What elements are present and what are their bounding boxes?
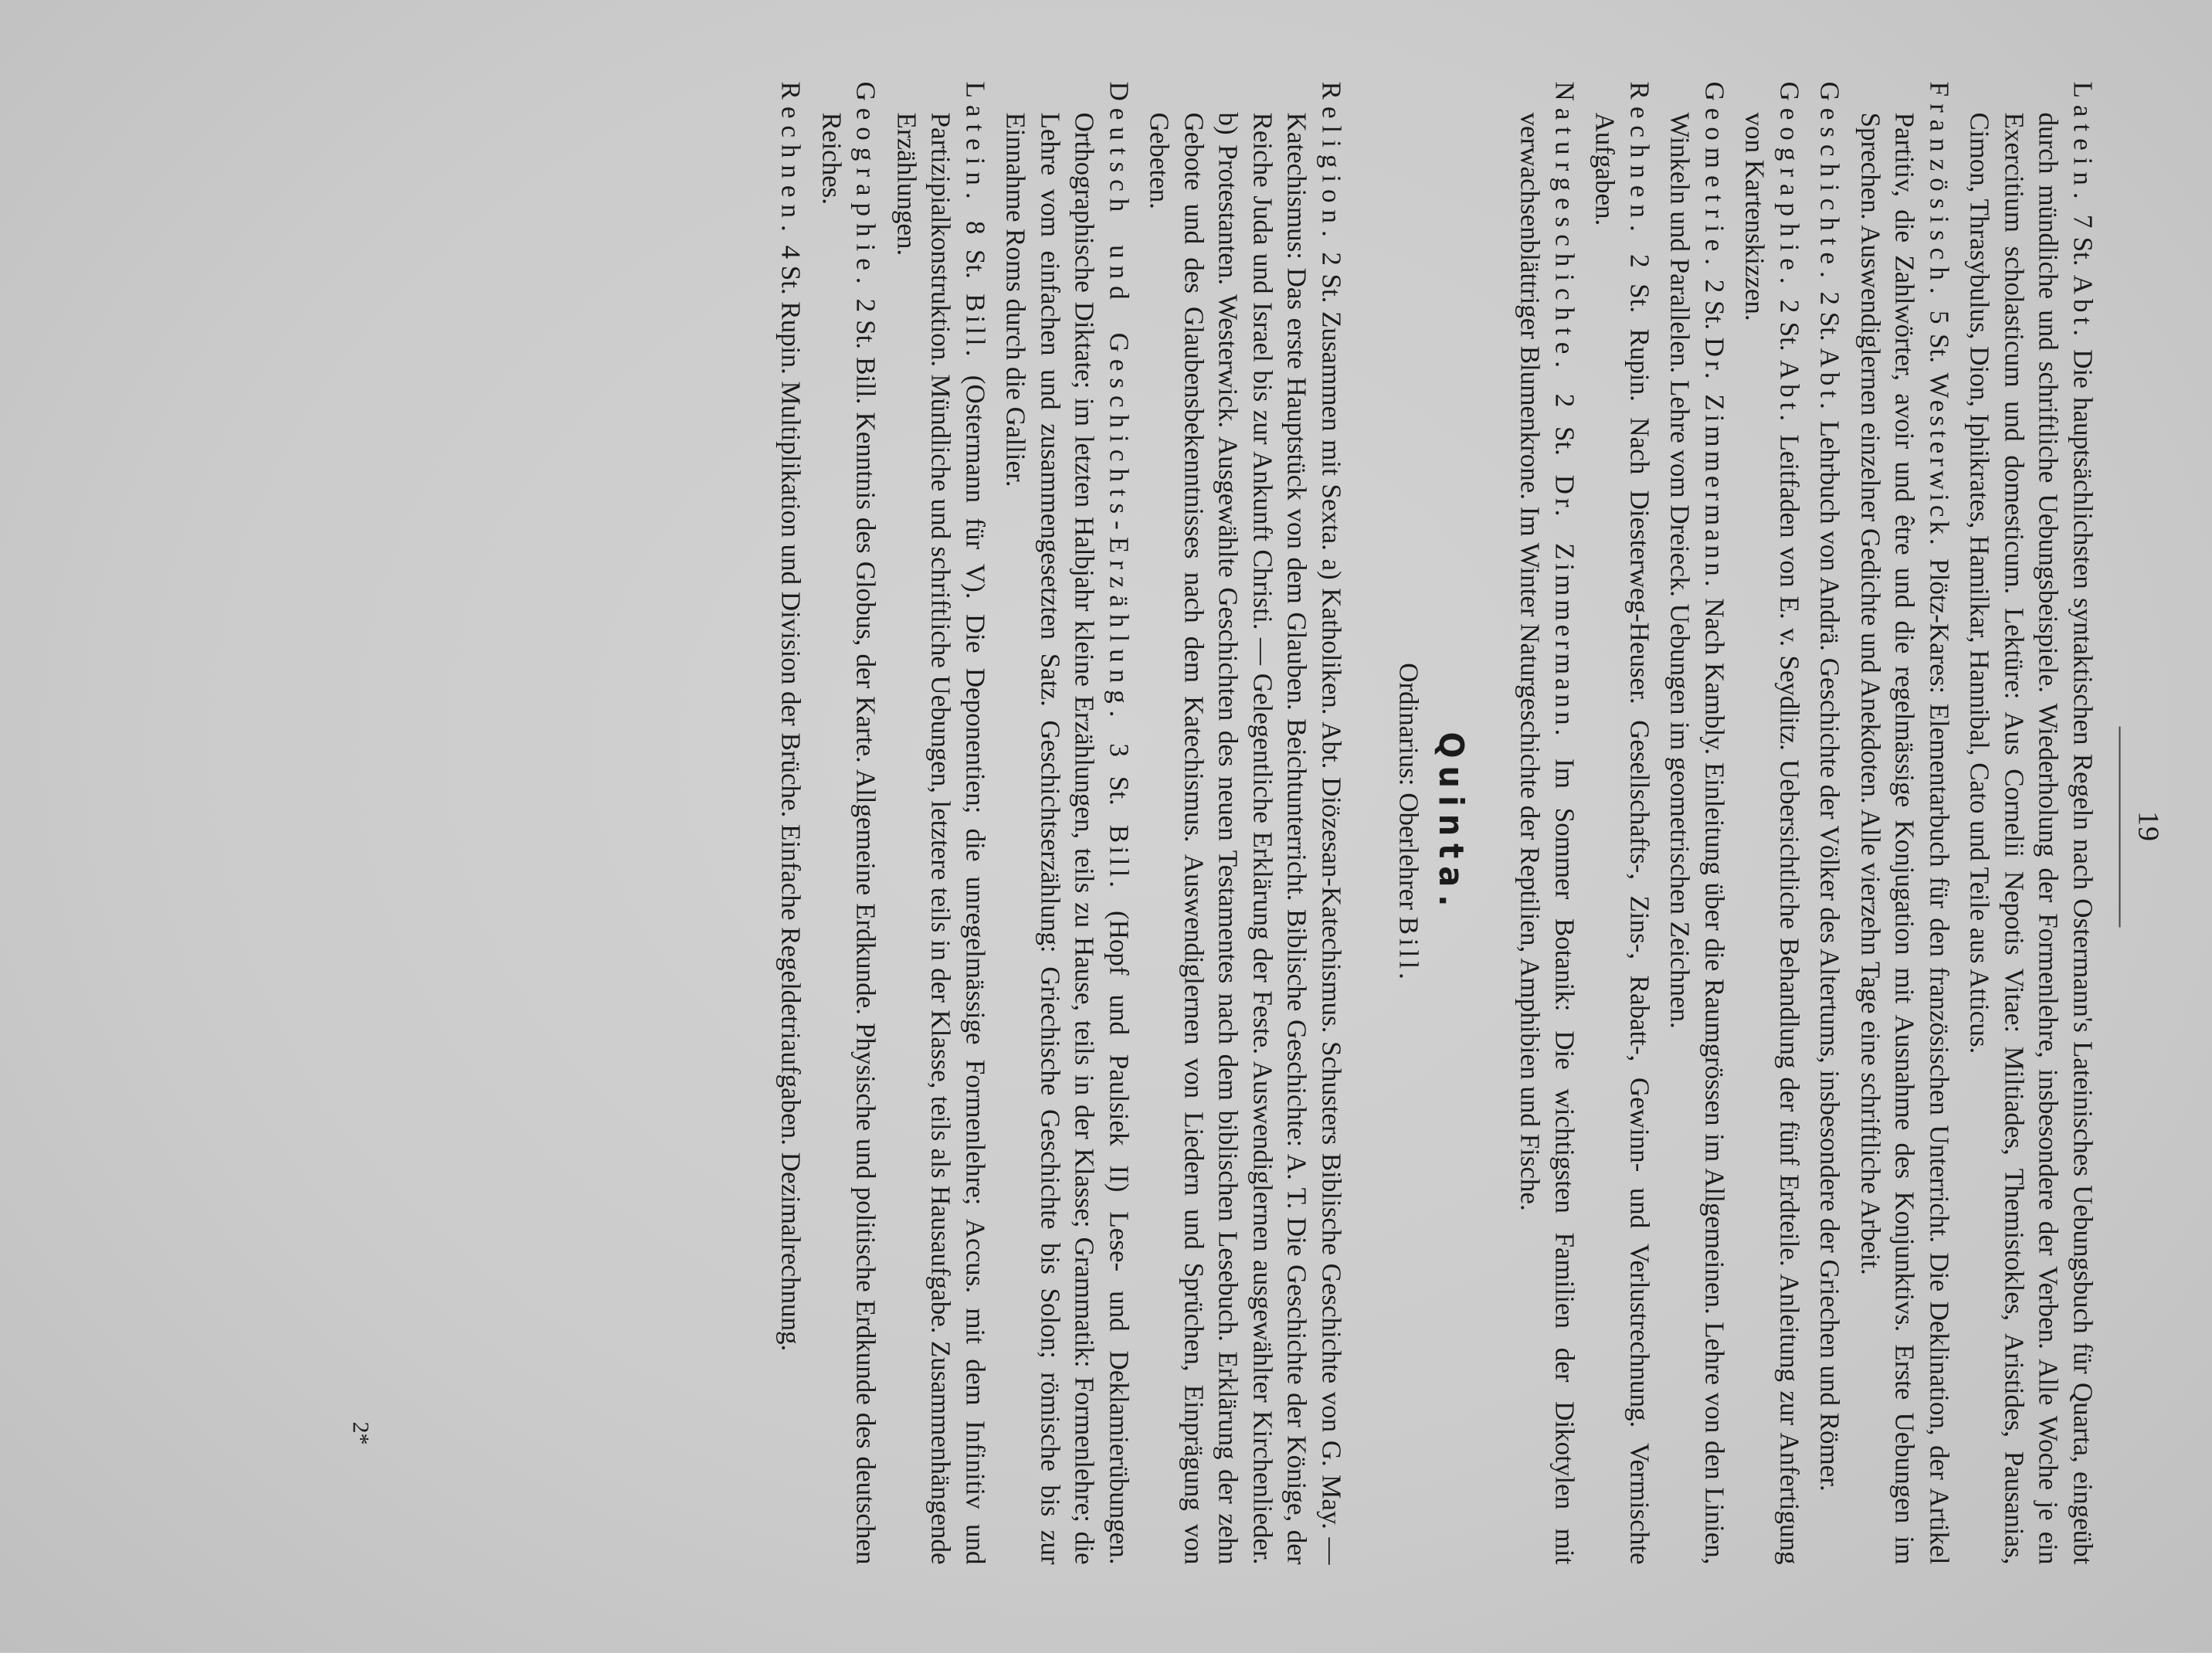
entry-subject: Geschichte. — [1815, 81, 1845, 285]
entry-hours: 8 St. — [960, 221, 991, 279]
entry-text: Nach Kambly. Einleitung über die Raumgrössen im Allgemeinen. Lehre von den Linien, Winkeln und Parallelen. Lehre vom Dreieck. Uebungen im geometrischen Zeichnen. — [1665, 112, 1730, 1565]
entry-rechnen-quarta — [1588, 82, 1657, 1565]
entry-teacher: Abt. — [1774, 359, 1805, 426]
entry-text: Plötz-Kares: Elementarbuch für den französischen Unterricht. Die Deklination, der Artikel Partitiv, die Zahlwörter, avoir und être und die regelmässige Konjugation mit Ausnahme des Konjunktivs. Erste Uebungen im Sprechen. Auswendiglernen einzelner Gedichte und Anekdoten. Alle vierzehn Tage eine schriftliche Arbeit. — [1855, 112, 1955, 1565]
section-title: Quinta. — [1431, 731, 1471, 915]
entry-teacher: Dr. Zimmermann. — [1699, 337, 1730, 591]
section-heading — [1431, 82, 1471, 1565]
entry-hours: 2 St. — [1699, 279, 1730, 330]
document-page — [0, 1, 2212, 1653]
entry-teacher: Bill. — [960, 294, 991, 361]
entry-geschichte — [1813, 82, 1847, 1565]
entry-subject: Geographie. — [1774, 81, 1805, 291]
entry-subject: Rechnen. — [1624, 81, 1655, 239]
entry-subject: Französisch. — [1924, 81, 1955, 301]
entry-hours: 2 St. — [1624, 254, 1655, 314]
entry-teacher: Bill. — [1104, 824, 1135, 891]
entry-rechnen-quinta — [774, 82, 809, 1565]
section-ordinarius — [1392, 82, 1427, 1565]
entry-subject: Latein. — [960, 81, 991, 206]
entry-teacher: Westerwick. — [1924, 372, 1955, 549]
entry-naturgeschichte — [1513, 82, 1582, 1565]
entry-latein-quarta — [1963, 82, 2100, 1565]
entry-teacher: Rupin. — [776, 301, 806, 375]
entry-geographie-quarta — [1738, 82, 1807, 1565]
entry-hours: 5 St. — [1924, 311, 1955, 363]
entry-hours: 7 St. — [2068, 214, 2098, 266]
ordinarius-name: Bill. — [1394, 916, 1424, 983]
entry-text: (Hopf und Paulsiek II) Lese- und Deklamierübungen. Orthographische Diktate; im letzten Halbjahr kleine Erzählungen, teils zu Hause, teils in der Klasse; Grammatik: Formenlehre; die Lehre vom einfachen und zusammengesetzten Satz. Geschichtserzählung: Griechische Geschichte bis Solon; römische bis zur Einnahme Roms durch die Gallier. — [1001, 112, 1135, 1565]
entry-subject: Religion. — [1316, 81, 1347, 244]
entry-subject: Deutsch und Geschichts-Erzählung. — [1104, 81, 1135, 725]
continued-section — [1513, 82, 2100, 1565]
entry-teacher: Abt. — [1815, 348, 1845, 414]
entry-text: Die hauptsächlichsten syntaktischen Regeln nach Ostermann's Lateinisches Uebungsbuch für Quarta, eingeübt durch mündliche und schriftliche Uebungsbeispiele. Wiederholung der Formenlehre, insbesondere der Verben. Alle Woche je ein Exercitium scholasticum und domesticum. Lektüre: Aus Cornelii Nepotis Vitae: Miltiades, Themistokles, Aristides, Pausanias, Cimon, Thrasybulus, Dion, Iphikrates, Hamilkar, Hannibal, Cato und Teile aus Atticus. — [1965, 112, 2098, 1565]
entry-teacher: Bill. — [851, 357, 881, 405]
entry-hours: 4 St. — [776, 245, 806, 295]
entry-text: Leitfaden von E. v. Seydlitz. Uebersichtliche Behandlung der fünf Erdteile. Anleitung zur Anfertigung von Kartenskizzen. — [1740, 112, 1805, 1565]
entry-hours: 2 St. — [1774, 299, 1805, 351]
ordinarius-label: Ordinarius: Oberlehrer — [1394, 663, 1424, 910]
entry-hours: 2 St. — [1316, 252, 1347, 304]
entry-subject: Latein. — [2068, 81, 2098, 206]
entry-text: (Ostermann für V). Die Deponentien; die unregelmässige Formenlehre; Accus. mit dem Infinitiv und Partizipialkonstruktion. Mündliche und schriftliche Uebungen, letztere teils in der Klasse, teils als Hausaufgabe. Zusammenhängende Erzählungen. — [891, 112, 991, 1565]
entry-text: Nach Diesterweg-Heuser. Gesellschafts-, Zins-, Rabatt-, Gewinn- und Verlustrechnung. Vermischte Aufgaben. — [1590, 112, 1655, 1565]
page-content — [768, 82, 2100, 1565]
entry-teacher: Rupin. — [1624, 328, 1655, 402]
entry-deutsch — [999, 82, 1136, 1565]
entry-text: Lehrbuch von Andrä. Geschichte der Völker des Altertums, insbesondere der Griechen und Römer. — [1815, 420, 1845, 1492]
entry-latein-quinta — [889, 82, 992, 1565]
entry-text: Kenntnis des Globus, der Karte. Allgemeine Erdkunde. Physische und politische Erdkunde des deutschen Reiches. — [816, 112, 881, 1565]
entry-subject: Geometrie. — [1699, 81, 1730, 272]
entry-hours: 2 St. — [851, 298, 881, 350]
entry-hours: 3 St. — [1104, 743, 1135, 806]
entry-subject: Geographie. — [851, 81, 881, 291]
entry-subject: Rechnen. — [776, 81, 806, 239]
entry-teacher: Dr. Zimmermann. — [1549, 474, 1580, 740]
entry-geographie-quinta — [814, 82, 883, 1565]
page-signature: 2* — [348, 1421, 374, 1445]
entry-text: Im Sommer Botanik: Die wichtigsten Familien der Dikotylen mit verwachsenblättriger Blumenkrone. Im Winter Naturgeschichte der Reptilien, Amphibien und Fische. — [1515, 112, 1580, 1565]
page-number-rule — [2119, 727, 2121, 928]
entry-subject: Naturgeschichte. — [1549, 81, 1580, 375]
entry-religion — [1142, 82, 1349, 1565]
entry-text: Zusammen mit Sexta. a) Katholiken. Abt. Diözesan-Katechismus. Schusters Biblische Geschichte von G. May. — Katechismus: Das erste Hauptstück von dem Glauben. Beichtunterricht. Biblische Geschichte: A. T. Die Geschichte der Könige, der Reiche Juda und Israel bis zur Ankunft Christi. — Gelegentliche Erklärung der Feste. Auswendiglernen ausgewählter Kirchenlieder. b) Protestanten. Westerwick. Ausgewählte Geschichten des neuen Testamentes nach dem biblischen Lesebuch. Erklärung der zehn Gebote und des Glaubensbekenntnisses nach dem Katechismus. Auswendiglernen von Liedern und Sprüchen, Einprägung von Gebeten. — [1145, 112, 1347, 1565]
entry-franzoesisch — [1853, 82, 1956, 1565]
page-number: 19 — [2132, 811, 2165, 842]
entry-text: Multiplikation und Division der Brüche. Einfache Regeldetriaufgaben. Dezimalrechnung. — [776, 381, 806, 1352]
entry-teacher: Abt. — [2068, 274, 2098, 341]
entry-hours: 2 St. — [1549, 393, 1580, 456]
entry-geometrie — [1663, 82, 1732, 1565]
quinta-section — [774, 82, 1349, 1565]
entry-hours: 2 St. — [1815, 291, 1845, 341]
